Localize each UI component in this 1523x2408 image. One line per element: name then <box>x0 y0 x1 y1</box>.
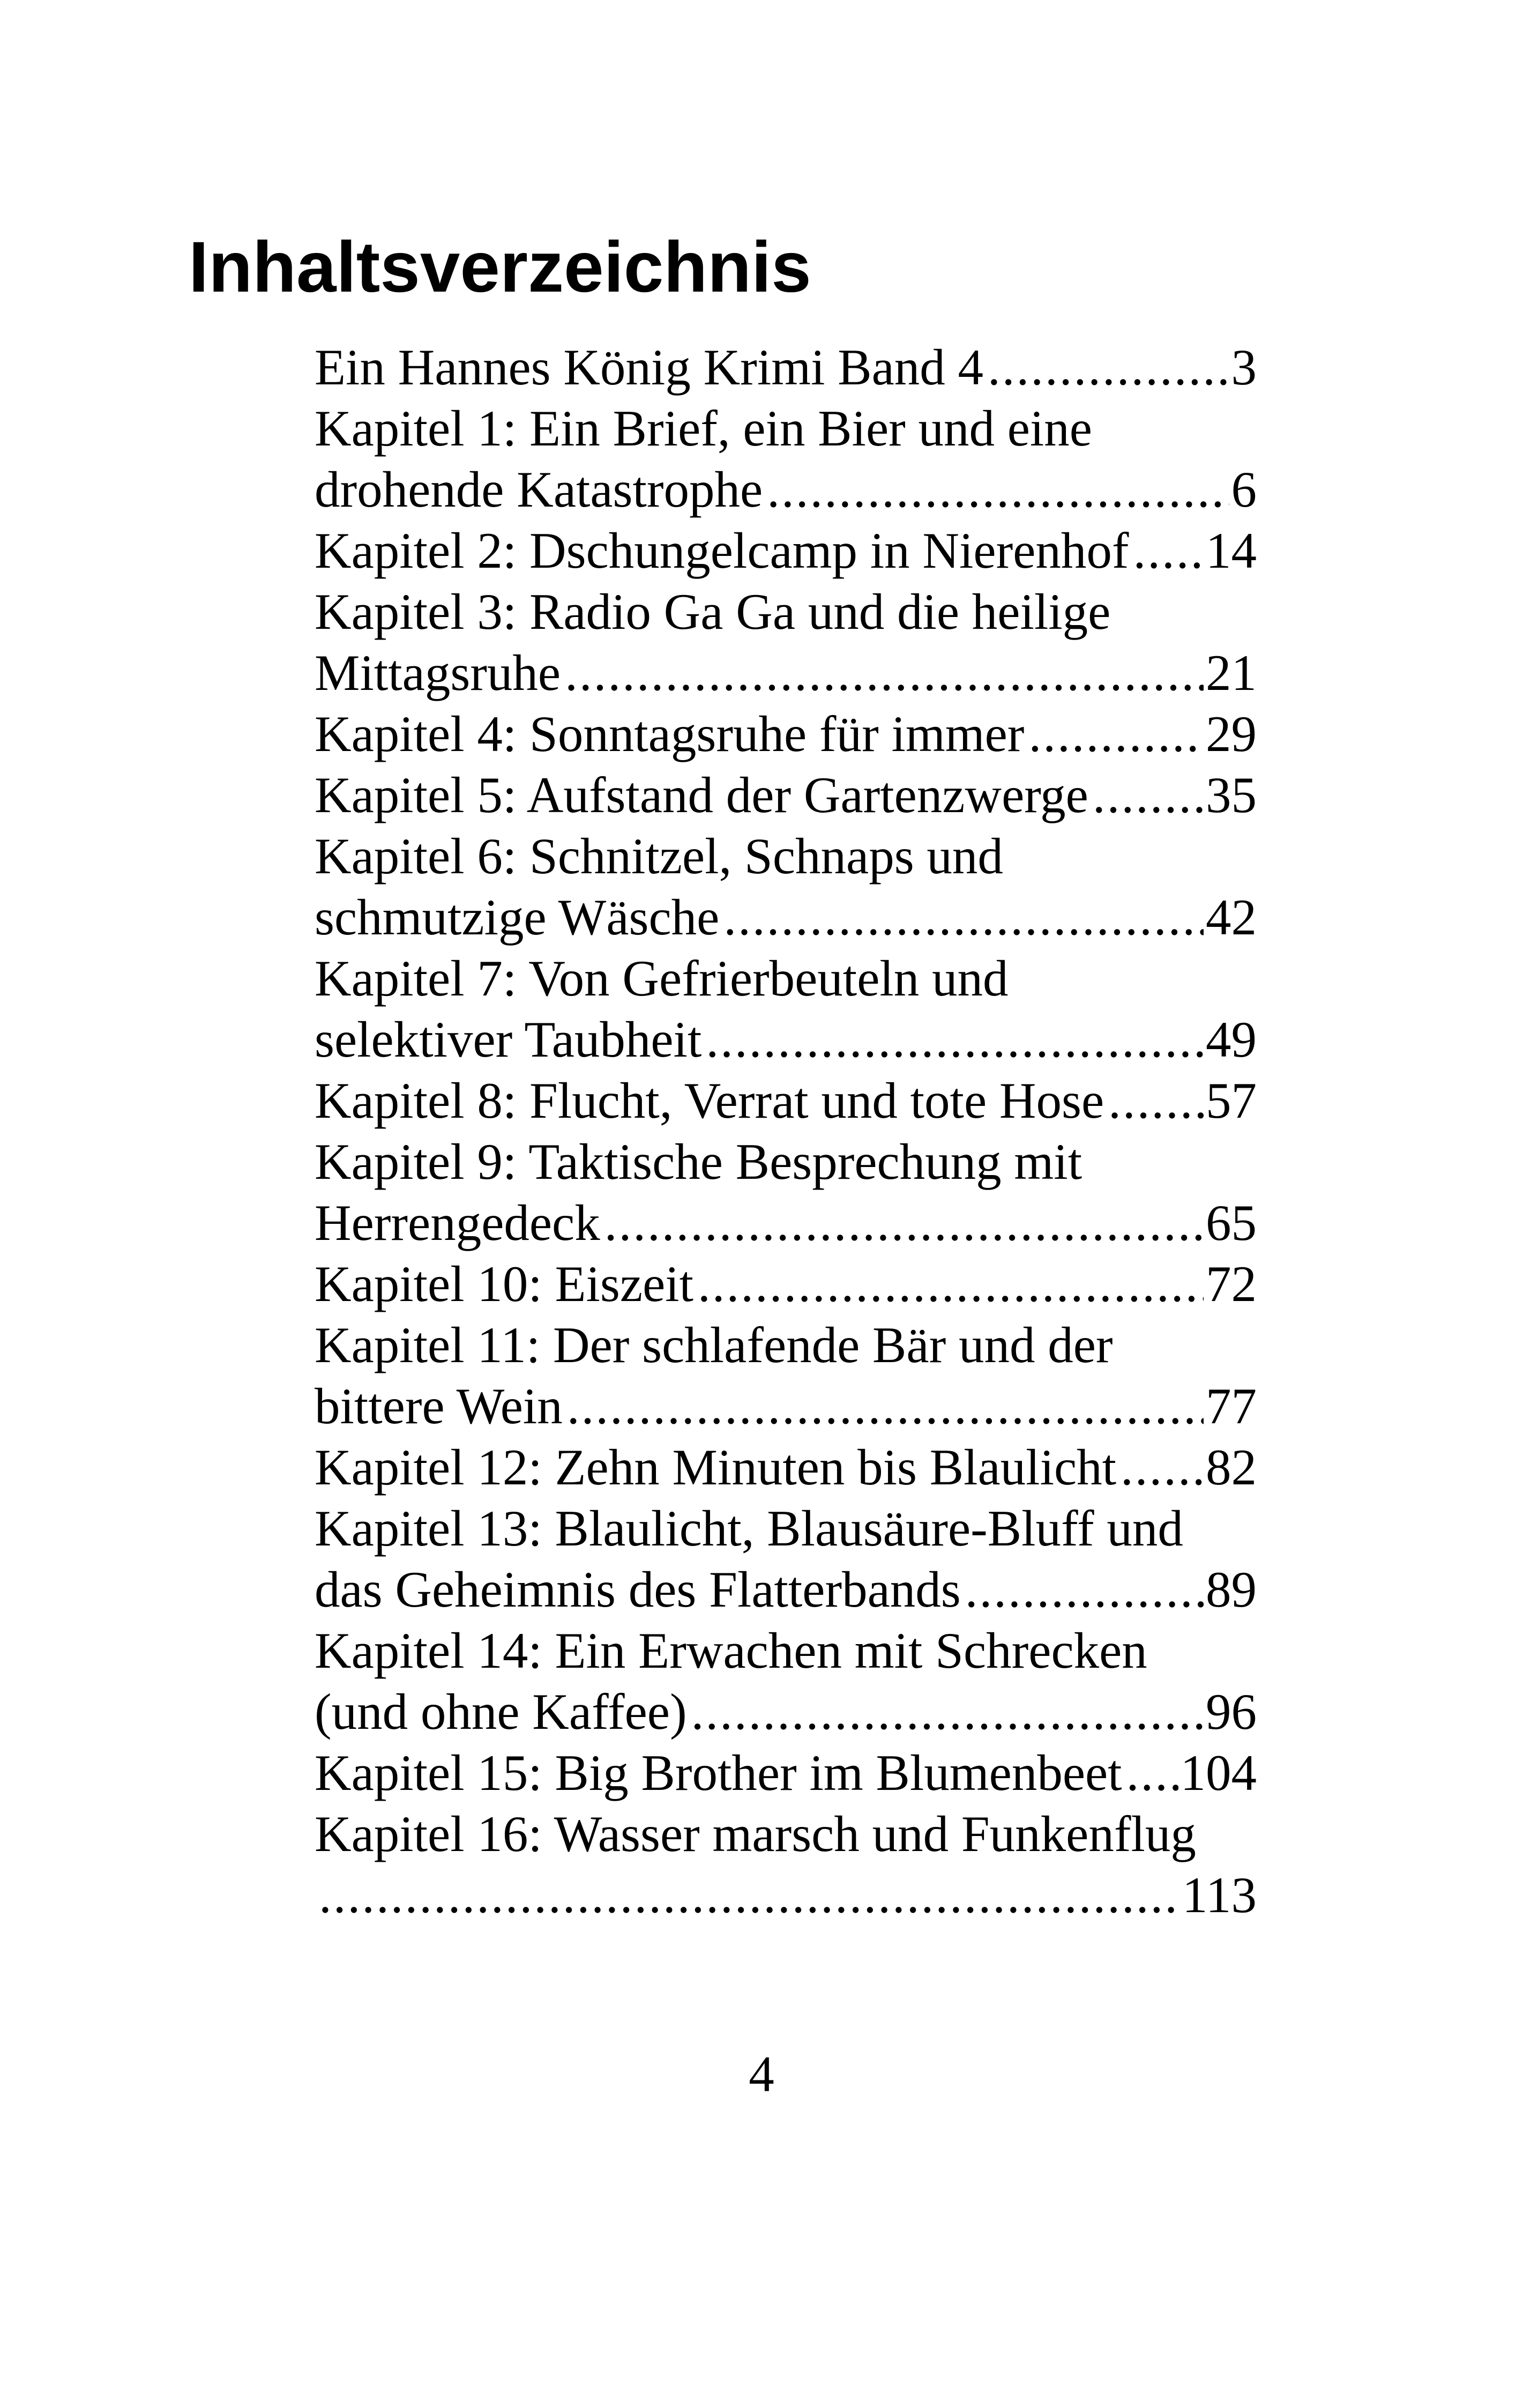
toc-entry-title: Kapitel 16: Wasser marsch und Funkenflug <box>315 1805 1196 1862</box>
toc-entry[interactable] <box>315 1314 1257 1437</box>
toc-entry[interactable] <box>315 520 1257 581</box>
toc-entry-title: Kapitel 9: Taktische Besprechung mit <box>315 1133 1082 1190</box>
dot-leader <box>723 887 1204 948</box>
dot-leader <box>567 1376 1204 1437</box>
toc-entry-line <box>315 1498 1257 1559</box>
toc-entry-title: Kapitel 2: Dschungelcamp in Nierenhof <box>315 522 1129 579</box>
dot-leader <box>1133 520 1204 581</box>
toc-entry-title: selektiver Taubheit <box>315 1011 702 1068</box>
toc-entry-line <box>315 1253 1257 1314</box>
toc-entry[interactable] <box>315 1070 1257 1131</box>
table-of-contents <box>315 337 1257 1926</box>
toc-entry-title: Kapitel 3: Radio Ga Ga und die heilige <box>315 583 1111 640</box>
toc-entry-title: Kapitel 8: Flucht, Verrat und tote Hose <box>315 1072 1104 1129</box>
dot-leader <box>1093 764 1204 826</box>
toc-entry-title: drohende Katastrophe <box>315 461 763 518</box>
dot-leader <box>706 1009 1204 1070</box>
toc-entry-line <box>315 520 1257 581</box>
dot-leader <box>965 1559 1204 1620</box>
dot-leader <box>1126 1742 1178 1803</box>
toc-entry-title: Kapitel 6: Schnitzel, Schnaps und <box>315 828 1003 885</box>
toc-entry-line <box>315 1864 1257 1926</box>
toc-entry-title: Kapitel 14: Ein Erwachen mit Schrecken <box>315 1622 1147 1679</box>
dot-leader <box>604 1192 1204 1253</box>
toc-entry-title: Kapitel 15: Big Brother im Blumenbeet <box>315 1744 1122 1801</box>
toc-entry-title: Kapitel 11: Der schlafende Bär und der <box>315 1317 1113 1373</box>
toc-page-ref: 96 <box>1206 1683 1257 1740</box>
toc-entry-line <box>315 1437 1257 1498</box>
toc-page-ref: 65 <box>1206 1194 1257 1251</box>
toc-entry-line <box>315 1376 1257 1437</box>
toc-entry-line <box>315 826 1257 887</box>
toc-entry[interactable] <box>315 1803 1257 1926</box>
toc-page-ref: 57 <box>1206 1072 1257 1129</box>
toc-entry[interactable] <box>315 1437 1257 1498</box>
toc-entry[interactable] <box>315 1498 1257 1620</box>
toc-page-ref: 35 <box>1206 767 1257 823</box>
toc-page-ref: 3 <box>1231 339 1257 396</box>
toc-entry-title: Kapitel 12: Zehn Minuten bis Blaulicht <box>315 1439 1117 1496</box>
toc-entry-line <box>315 1070 1257 1131</box>
toc-entry-line <box>315 1681 1257 1742</box>
toc-entry[interactable] <box>315 1131 1257 1253</box>
toc-entry-line <box>315 887 1257 948</box>
toc-entry-line <box>315 459 1257 520</box>
toc-entry-title: Herrengedeck <box>315 1194 600 1251</box>
toc-entry-title: Kapitel 10: Eiszeit <box>315 1255 694 1312</box>
toc-page-ref: 104 <box>1180 1744 1257 1801</box>
toc-entry-title: Kapitel 7: Von Gefrierbeuteln und <box>315 950 1009 1007</box>
toc-entry[interactable] <box>315 1742 1257 1803</box>
toc-entry-line <box>315 764 1257 826</box>
dot-leader <box>1108 1070 1204 1131</box>
page-number: 4 <box>749 2046 774 2102</box>
toc-entry-line <box>315 1803 1257 1864</box>
toc-entry-title: Kapitel 4: Sonntagsruhe für immer <box>315 705 1025 762</box>
toc-page-ref: 14 <box>1206 522 1257 579</box>
toc-entry-line <box>315 337 1257 398</box>
toc-page-ref: 77 <box>1206 1378 1257 1435</box>
toc-entry[interactable] <box>315 1253 1257 1314</box>
toc-entry-title: Mittagsruhe <box>315 644 561 701</box>
toc-entry-line <box>315 398 1257 459</box>
toc-entry[interactable] <box>315 581 1257 703</box>
toc-entry-title: Ein Hannes König Krimi Band 4 <box>315 339 984 396</box>
toc-entry[interactable] <box>315 764 1257 826</box>
dot-leader <box>1028 703 1204 764</box>
toc-page-ref: 29 <box>1206 705 1257 762</box>
toc-entry[interactable] <box>315 826 1257 948</box>
dot-leader <box>698 1253 1204 1314</box>
toc-page-ref: 113 <box>1182 1867 1257 1923</box>
toc-page-ref: 21 <box>1206 644 1257 701</box>
toc-entry-line <box>315 1192 1257 1253</box>
toc-page-ref: 82 <box>1206 1439 1257 1496</box>
toc-page-ref: 89 <box>1206 1561 1257 1618</box>
dot-leader <box>767 459 1229 520</box>
toc-entry-title: Kapitel 1: Ein Brief, ein Bier und eine <box>315 400 1092 457</box>
toc-entry-line <box>315 1620 1257 1681</box>
toc-page-ref: 72 <box>1206 1255 1257 1312</box>
toc-entry-line <box>315 1131 1257 1192</box>
toc-entry[interactable] <box>315 337 1257 398</box>
toc-entry-line <box>315 1009 1257 1070</box>
toc-entry-title: bittere Wein <box>315 1378 563 1435</box>
dot-leader <box>691 1681 1204 1742</box>
toc-entry-title: (und ohne Kaffee) <box>315 1683 687 1740</box>
toc-entry-line <box>315 1559 1257 1620</box>
toc-entry[interactable] <box>315 398 1257 520</box>
toc-entry-line <box>315 642 1257 703</box>
toc-entry-title: das Geheimnis des Flatterbands <box>315 1561 961 1618</box>
toc-entry-title: Kapitel 5: Aufstand der Gartenzwerge <box>315 767 1088 823</box>
toc-entry[interactable] <box>315 703 1257 764</box>
dot-leader <box>988 337 1229 398</box>
toc-entry-line <box>315 581 1257 642</box>
toc-page-ref: 6 <box>1231 461 1257 518</box>
toc-heading: Inhaltsverzeichnis <box>189 227 811 307</box>
toc-page-ref: 42 <box>1206 889 1257 946</box>
toc-entry-line <box>315 1314 1257 1376</box>
toc-entry-title: Kapitel 13: Blaulicht, Blausäure-Bluff und <box>315 1500 1183 1557</box>
dot-leader <box>565 642 1204 703</box>
toc-entry-line <box>315 703 1257 764</box>
toc-page-ref: 49 <box>1206 1011 1257 1068</box>
toc-entry-title: schmutzige Wäsche <box>315 889 720 946</box>
toc-entry[interactable] <box>315 948 1257 1070</box>
dot-leader <box>319 1864 1180 1926</box>
toc-entry[interactable] <box>315 1620 1257 1742</box>
toc-entry-line <box>315 948 1257 1009</box>
toc-entry-line <box>315 1742 1257 1803</box>
dot-leader <box>1121 1437 1204 1498</box>
